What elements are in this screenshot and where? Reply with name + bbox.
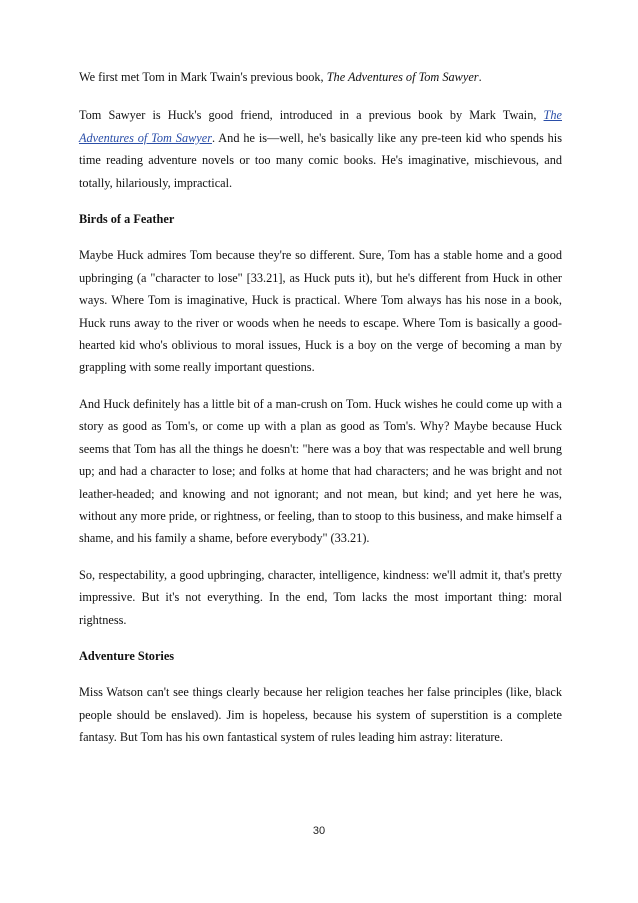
book-title-link[interactable]: The Adventures of Tom Sawyer — [79, 108, 562, 145]
paragraph-tom-sawyer-rest: . And he is—well, he's basically like any pre-teen kid who spends his time reading adventure novels or too many comic books. He's imaginative, mischievous, and totally, hilariously, impractical. — [79, 130, 562, 190]
paragraph-respectability: So, respectability, a good upbringing, character, intelligence, kindness: we'll admit it, that's pretty impressive. But it's not everything. In the end, Tom lacks the most important thing: moral rightness. — [79, 567, 562, 627]
paragraph-intro-end: . — [478, 70, 482, 84]
page-number: 30 — [312, 825, 326, 837]
document-page — [79, 66, 562, 763]
paragraph-tom-sawyer — [79, 104, 562, 194]
paragraph-tom-sawyer-start: Tom Sawyer is Huck's good friend, introduced in a previous book by Mark Twain, — [79, 108, 544, 123]
section-heading-birds-of-a-feather: Birds of a Feather — [79, 212, 175, 227]
book-title: The Adventures of Tom Sawyer — [326, 70, 479, 84]
paragraph-literature: Miss Watson can't see things clearly because her religion teaches her false principles (like, black people should be enslaved). Jim is hopeless, because his system of superstition is a complete fantasy. But Tom has his own fantastical system of rules leading him astray: literature. — [79, 685, 562, 745]
paragraph-differences: Maybe Huck admires Tom because they're so different. Sure, Tom has a stable home and a good upbringing (a "character to lose" [33.21], as Huck puts it), but he's different from Huck in other ways. Where Tom is imaginative, Huck is practical. Where Tom always has his nose in a book, Huck runs away to the river or woods when he needs to escape. Where Tom is basically a good-hearted kid who's oblivious to moral issues, Huck is a boy on the verge of becoming a man by grappling with some really important questions. — [79, 248, 562, 375]
paragraph-intro — [79, 66, 562, 88]
paragraph-intro-text: We first met Tom in Mark Twain's previous book, — [79, 70, 327, 84]
paragraph-admiration: And Huck definitely has a little bit of a man-crush on Tom. Huck wishes he could come up with a story as good as Tom's, or come up with a plan as good as Tom's. Why? Maybe because Huck seems that Tom has all the things he doesn't: "here was a boy that was respectable and well brung up; and had a character to lose; and folks at home that had characters; and he was bright and not leather-headed; and knowing and not ignorant; and not mean, but kind; and yet here he was, without any more pride, or rightness, or feeling, than to stoop to this business, and make himself a shame, and his family a shame, before everybody" (33.21). — [79, 396, 562, 546]
section-heading-adventure-stories: Adventure Stories — [79, 648, 175, 663]
